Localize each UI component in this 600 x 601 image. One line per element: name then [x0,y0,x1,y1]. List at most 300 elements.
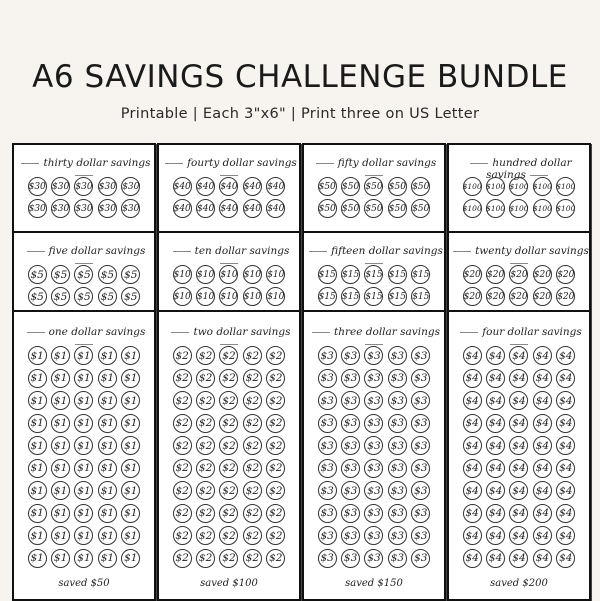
savings-coin[interactable]: $40 [266,177,285,196]
savings-coin[interactable]: $4 [533,391,552,410]
savings-card [157,143,301,233]
savings-coin[interactable]: $2 [266,504,285,523]
savings-card [12,231,156,313]
savings-coin[interactable]: $2 [266,346,285,365]
savings-coin[interactable]: $1 [121,391,140,410]
savings-coin[interactable]: $2 [219,549,238,568]
savings-coin[interactable]: $1 [28,504,47,523]
savings-coin[interactable]: $1 [74,414,93,433]
savings-coin[interactable]: $15 [411,265,430,284]
savings-coin[interactable]: $50 [364,199,383,218]
savings-coin[interactable]: $20 [486,265,505,284]
savings-coin[interactable]: $2 [173,459,192,478]
savings-coin[interactable]: $3 [388,414,407,433]
savings-coin[interactable]: $2 [173,481,192,500]
savings-coin[interactable]: $40 [196,177,215,196]
savings-coin[interactable]: $2 [196,391,215,410]
savings-coin[interactable]: $1 [51,346,70,365]
savings-coin[interactable]: $50 [388,199,407,218]
savings-coin[interactable]: $5 [98,265,117,284]
savings-card [12,143,156,233]
savings-coin[interactable]: $2 [243,391,262,410]
savings-coin[interactable]: $40 [266,199,285,218]
savings-coin[interactable]: $2 [196,481,215,500]
savings-coin[interactable]: $3 [318,459,337,478]
coin-grid [172,265,286,306]
savings-coin[interactable]: $4 [556,346,575,365]
savings-coin[interactable]: $3 [364,369,383,388]
savings-coin[interactable]: $3 [411,414,430,433]
savings-coin[interactable]: $1 [121,549,140,568]
savings-coin[interactable]: $4 [509,459,528,478]
savings-coin[interactable]: $3 [364,414,383,433]
savings-coin[interactable]: $2 [219,526,238,545]
savings-coin[interactable]: $3 [341,504,360,523]
savings-coin[interactable]: $4 [556,459,575,478]
savings-coin[interactable]: $2 [196,459,215,478]
savings-coin[interactable]: $1 [28,549,47,568]
savings-coin[interactable]: $1 [74,391,93,410]
savings-coin[interactable]: $3 [364,346,383,365]
savings-coin[interactable]: $1 [98,459,117,478]
savings-coin[interactable]: $1 [51,414,70,433]
savings-coin[interactable]: $40 [219,199,238,218]
savings-coin[interactable]: $1 [74,549,93,568]
savings-coin[interactable]: $3 [364,549,383,568]
savings-coin[interactable]: $4 [463,436,482,455]
savings-coin[interactable]: $2 [219,346,238,365]
savings-coin[interactable]: $3 [364,459,383,478]
savings-coin[interactable]: $4 [533,369,552,388]
saved-total: saved $50 [58,578,110,589]
savings-coin[interactable]: $50 [411,199,430,218]
savings-coin[interactable]: $30 [28,199,47,218]
savings-coin[interactable]: $2 [243,436,262,455]
savings-coin[interactable]: $30 [51,177,70,196]
savings-coin[interactable]: $3 [341,346,360,365]
savings-coin[interactable]: $4 [486,459,505,478]
savings-coin[interactable]: $2 [243,369,262,388]
savings-coin[interactable]: $15 [411,287,430,306]
savings-coin[interactable]: $4 [556,369,575,388]
savings-coin[interactable]: $1 [51,549,70,568]
savings-coin[interactable]: $100 [486,199,505,218]
savings-coin[interactable]: $100 [556,177,575,196]
savings-coin[interactable]: $10 [173,265,192,284]
savings-coin[interactable]: $4 [533,459,552,478]
savings-coin[interactable]: $2 [219,504,238,523]
savings-coin[interactable]: $40 [243,199,262,218]
savings-coin[interactable]: $4 [533,504,552,523]
savings-coin[interactable]: $3 [411,526,430,545]
savings-coin[interactable]: $50 [364,177,383,196]
savings-coin[interactable]: $20 [509,265,528,284]
savings-coin[interactable]: $4 [556,481,575,500]
savings-coin[interactable]: $10 [219,287,238,306]
savings-coin[interactable]: $2 [243,481,262,500]
savings-coin[interactable]: $1 [28,369,47,388]
savings-coin[interactable]: $3 [411,459,430,478]
savings-coin[interactable]: $10 [243,287,262,306]
savings-coin[interactable]: $20 [533,265,552,284]
savings-coin[interactable]: $10 [173,287,192,306]
card-title: five dollar savings [14,245,154,269]
savings-coin[interactable]: $4 [463,459,482,478]
savings-card [302,143,446,233]
savings-coin[interactable]: $30 [51,199,70,218]
savings-coin[interactable]: $3 [318,549,337,568]
savings-coin[interactable]: $4 [486,549,505,568]
savings-coin[interactable]: $4 [533,346,552,365]
savings-coin[interactable]: $4 [533,414,552,433]
savings-coin[interactable]: $2 [266,481,285,500]
savings-coin[interactable]: $5 [51,265,70,284]
savings-coin[interactable]: $3 [341,481,360,500]
savings-coin[interactable]: $20 [486,287,505,306]
savings-coin[interactable]: $15 [364,287,383,306]
savings-coin[interactable]: $1 [98,436,117,455]
savings-coin[interactable]: $3 [388,346,407,365]
savings-coin[interactable]: $4 [509,481,528,500]
savings-coin[interactable]: $1 [74,436,93,455]
savings-coin[interactable]: $5 [121,287,140,306]
savings-coin[interactable]: $3 [411,504,430,523]
savings-coin[interactable]: $3 [341,414,360,433]
savings-coin[interactable]: $4 [463,369,482,388]
savings-coin[interactable]: $2 [266,459,285,478]
savings-coin[interactable]: $1 [51,369,70,388]
savings-coin[interactable]: $3 [318,414,337,433]
savings-coin[interactable]: $3 [341,391,360,410]
savings-coin[interactable]: $3 [318,504,337,523]
savings-coin[interactable]: $40 [219,177,238,196]
savings-coin[interactable]: $100 [486,177,505,196]
savings-coin[interactable]: $1 [51,436,70,455]
savings-coin[interactable]: $1 [28,436,47,455]
savings-coin[interactable]: $50 [341,199,360,218]
savings-coin[interactable]: $4 [556,414,575,433]
savings-coin[interactable]: $2 [266,436,285,455]
savings-coin[interactable]: $2 [173,391,192,410]
savings-coin[interactable]: $3 [364,481,383,500]
savings-coin[interactable]: $4 [509,504,528,523]
savings-coin[interactable]: $3 [318,391,337,410]
savings-coin[interactable]: $30 [121,177,140,196]
savings-coin[interactable]: $3 [388,526,407,545]
savings-coin[interactable]: $4 [533,549,552,568]
savings-coin[interactable]: $4 [486,526,505,545]
savings-coin[interactable]: $4 [556,549,575,568]
savings-coin[interactable]: $3 [388,549,407,568]
savings-coin[interactable]: $1 [98,346,117,365]
savings-coin[interactable]: $4 [486,391,505,410]
coin-grid [172,177,286,218]
savings-coin[interactable]: $1 [51,391,70,410]
savings-coin[interactable]: $2 [243,346,262,365]
savings-coin[interactable]: $30 [121,199,140,218]
savings-coin[interactable]: $2 [219,369,238,388]
savings-coin[interactable]: $1 [98,504,117,523]
savings-coin[interactable]: $100 [556,199,575,218]
savings-coin[interactable]: $2 [243,526,262,545]
savings-coin[interactable]: $2 [173,369,192,388]
savings-coin[interactable]: $2 [266,549,285,568]
savings-coin[interactable]: $4 [509,391,528,410]
savings-coin[interactable]: $5 [51,287,70,306]
savings-coin[interactable]: $4 [533,481,552,500]
savings-coin[interactable]: $30 [28,177,47,196]
savings-coin[interactable]: $4 [463,414,482,433]
savings-coin[interactable]: $30 [74,199,93,218]
savings-coin[interactable]: $4 [486,369,505,388]
savings-coin[interactable]: $4 [509,414,528,433]
savings-coin[interactable]: $1 [121,504,140,523]
saved-total: saved $100 [200,578,258,589]
savings-coin[interactable]: $3 [318,526,337,545]
savings-coin[interactable]: $20 [556,265,575,284]
savings-coin[interactable]: $40 [196,199,215,218]
savings-coin[interactable]: $2 [243,549,262,568]
savings-coin[interactable]: $2 [196,526,215,545]
savings-coin[interactable]: $3 [318,346,337,365]
savings-coin[interactable]: $1 [28,459,47,478]
savings-coin[interactable]: $5 [121,265,140,284]
savings-coin[interactable]: $2 [243,504,262,523]
savings-coin[interactable]: $15 [388,287,407,306]
savings-coin[interactable]: $3 [411,369,430,388]
savings-coin[interactable]: $3 [388,481,407,500]
savings-coin[interactable]: $2 [196,369,215,388]
card-title: two dollar savings [159,326,299,350]
savings-coin[interactable]: $4 [556,526,575,545]
savings-coin[interactable]: $1 [121,369,140,388]
savings-coin[interactable]: $15 [341,265,360,284]
savings-coin[interactable]: $3 [341,369,360,388]
savings-coin[interactable]: $4 [463,481,482,500]
card-title: four dollar savings [449,326,589,350]
savings-coin[interactable]: $1 [74,504,93,523]
savings-coin[interactable]: $4 [486,436,505,455]
savings-coin[interactable]: $3 [364,436,383,455]
savings-coin[interactable]: $2 [196,436,215,455]
savings-coin[interactable]: $2 [173,549,192,568]
savings-card [302,231,446,313]
card-title: hundred dollar savings [449,157,589,181]
savings-coin[interactable]: $3 [318,436,337,455]
savings-coin[interactable]: $2 [266,414,285,433]
savings-coin[interactable]: $1 [51,504,70,523]
savings-coin[interactable]: $3 [364,526,383,545]
savings-coin[interactable]: $1 [28,526,47,545]
savings-coin[interactable]: $2 [196,414,215,433]
savings-coin[interactable]: $1 [28,391,47,410]
savings-coin[interactable]: $4 [556,504,575,523]
savings-coin[interactable]: $4 [533,526,552,545]
savings-coin[interactable]: $3 [411,346,430,365]
savings-coin[interactable]: $1 [51,459,70,478]
savings-coin[interactable]: $1 [98,391,117,410]
savings-coin[interactable]: $10 [243,265,262,284]
savings-coin[interactable]: $3 [341,459,360,478]
savings-coin[interactable]: $20 [509,287,528,306]
savings-coin[interactable]: $3 [318,481,337,500]
savings-coin[interactable]: $2 [266,369,285,388]
savings-coin[interactable]: $1 [121,459,140,478]
savings-coin[interactable]: $2 [173,436,192,455]
savings-coin[interactable]: $3 [341,436,360,455]
savings-coin[interactable]: $1 [28,481,47,500]
savings-coin[interactable]: $100 [463,177,482,196]
savings-coin[interactable]: $50 [341,177,360,196]
coin-grid [172,346,286,568]
savings-coin[interactable]: $2 [196,346,215,365]
savings-coin[interactable]: $3 [388,391,407,410]
savings-coin[interactable]: $4 [463,504,482,523]
savings-coin[interactable]: $1 [98,369,117,388]
savings-coin[interactable]: $2 [196,504,215,523]
savings-coin[interactable]: $1 [121,346,140,365]
savings-coin[interactable]: $1 [28,346,47,365]
savings-coin[interactable]: $4 [463,346,482,365]
savings-coin[interactable]: $1 [98,526,117,545]
savings-coin[interactable]: $10 [219,265,238,284]
savings-coin[interactable]: $4 [463,549,482,568]
savings-coin[interactable]: $3 [411,391,430,410]
savings-coin[interactable]: $1 [51,481,70,500]
card-title: ten dollar savings [159,245,299,269]
savings-coin[interactable]: $4 [556,436,575,455]
savings-coin[interactable]: $1 [74,346,93,365]
savings-coin[interactable]: $2 [243,459,262,478]
savings-coin[interactable]: $2 [219,414,238,433]
savings-coin[interactable]: $3 [411,549,430,568]
savings-coin[interactable]: $2 [173,526,192,545]
savings-coin[interactable]: $50 [318,177,337,196]
savings-coin[interactable]: $20 [556,287,575,306]
savings-coin[interactable]: $2 [266,391,285,410]
savings-coin[interactable]: $4 [486,504,505,523]
savings-coin[interactable]: $4 [486,346,505,365]
savings-coin[interactable]: $1 [98,549,117,568]
savings-coin[interactable]: $1 [74,526,93,545]
savings-coin[interactable]: $2 [219,459,238,478]
savings-coin[interactable]: $1 [74,481,93,500]
savings-card [12,310,156,601]
savings-coin[interactable]: $4 [463,391,482,410]
savings-coin[interactable]: $10 [266,265,285,284]
savings-coin[interactable]: $100 [509,199,528,218]
savings-coin[interactable]: $20 [463,265,482,284]
savings-coin[interactable]: $4 [556,391,575,410]
saved-total: saved $150 [345,578,403,589]
savings-coin[interactable]: $1 [98,414,117,433]
savings-coin[interactable]: $4 [509,526,528,545]
savings-coin[interactable]: $15 [341,287,360,306]
savings-coin[interactable]: $4 [463,526,482,545]
savings-coin[interactable]: $15 [364,265,383,284]
savings-coin[interactable]: $100 [533,199,552,218]
savings-coin[interactable]: $100 [533,177,552,196]
savings-coin[interactable]: $2 [219,481,238,500]
savings-coin[interactable]: $30 [74,177,93,196]
savings-coin[interactable]: $1 [28,414,47,433]
savings-coin[interactable]: $40 [173,177,192,196]
savings-coin[interactable]: $15 [388,265,407,284]
savings-coin[interactable]: $5 [28,287,47,306]
savings-coin[interactable]: $100 [463,199,482,218]
savings-coin[interactable]: $100 [509,177,528,196]
savings-coin[interactable]: $30 [98,199,117,218]
savings-coin[interactable]: $3 [318,369,337,388]
savings-coin[interactable]: $2 [196,549,215,568]
savings-coin[interactable]: $40 [173,199,192,218]
savings-coin[interactable]: $2 [173,414,192,433]
savings-coin[interactable]: $4 [509,436,528,455]
savings-coin[interactable]: $2 [243,414,262,433]
savings-coin[interactable]: $15 [318,287,337,306]
savings-coin[interactable]: $4 [533,436,552,455]
savings-coin[interactable]: $5 [74,265,93,284]
savings-coin[interactable]: $3 [388,459,407,478]
savings-coin[interactable]: $1 [121,481,140,500]
savings-coin[interactable]: $30 [98,177,117,196]
savings-coin[interactable]: $2 [219,436,238,455]
savings-coin[interactable]: $4 [509,369,528,388]
page-subtitle: Printable | Each 3"x6" | Print three on US Letter [120,106,480,122]
savings-coin[interactable]: $3 [341,526,360,545]
savings-coin[interactable]: $4 [486,414,505,433]
savings-coin[interactable]: $50 [318,199,337,218]
savings-coin[interactable]: $2 [173,346,192,365]
savings-coin[interactable]: $3 [341,549,360,568]
savings-coin[interactable]: $3 [411,436,430,455]
savings-coin[interactable]: $1 [74,369,93,388]
savings-coin[interactable]: $3 [388,436,407,455]
savings-coin[interactable]: $5 [74,287,93,306]
savings-coin[interactable]: $1 [51,526,70,545]
savings-coin[interactable]: $2 [266,526,285,545]
savings-coin[interactable]: $3 [388,369,407,388]
savings-coin[interactable]: $2 [219,391,238,410]
savings-coin[interactable]: $15 [318,265,337,284]
savings-coin[interactable]: $4 [486,481,505,500]
savings-coin[interactable]: $4 [509,346,528,365]
savings-coin[interactable]: $10 [196,265,215,284]
savings-coin[interactable]: $1 [121,526,140,545]
savings-coin[interactable]: $50 [411,177,430,196]
savings-coin[interactable]: $40 [243,177,262,196]
savings-coin[interactable]: $3 [388,504,407,523]
savings-coin[interactable]: $20 [533,287,552,306]
savings-coin[interactable]: $3 [364,391,383,410]
savings-coin[interactable]: $1 [98,481,117,500]
savings-coin[interactable]: $3 [411,481,430,500]
savings-coin[interactable]: $10 [196,287,215,306]
savings-coin[interactable]: $20 [463,287,482,306]
savings-coin[interactable]: $4 [509,549,528,568]
card-title: thirty dollar savings [14,157,154,181]
savings-coin[interactable]: $5 [98,287,117,306]
coin-grid [27,265,141,306]
savings-coin[interactable]: $5 [28,265,47,284]
savings-coin[interactable]: $1 [121,436,140,455]
savings-coin[interactable]: $1 [121,414,140,433]
savings-coin[interactable]: $1 [74,459,93,478]
savings-coin[interactable]: $10 [266,287,285,306]
savings-coin[interactable]: $3 [364,504,383,523]
savings-coin[interactable]: $50 [388,177,407,196]
savings-coin[interactable]: $2 [173,504,192,523]
